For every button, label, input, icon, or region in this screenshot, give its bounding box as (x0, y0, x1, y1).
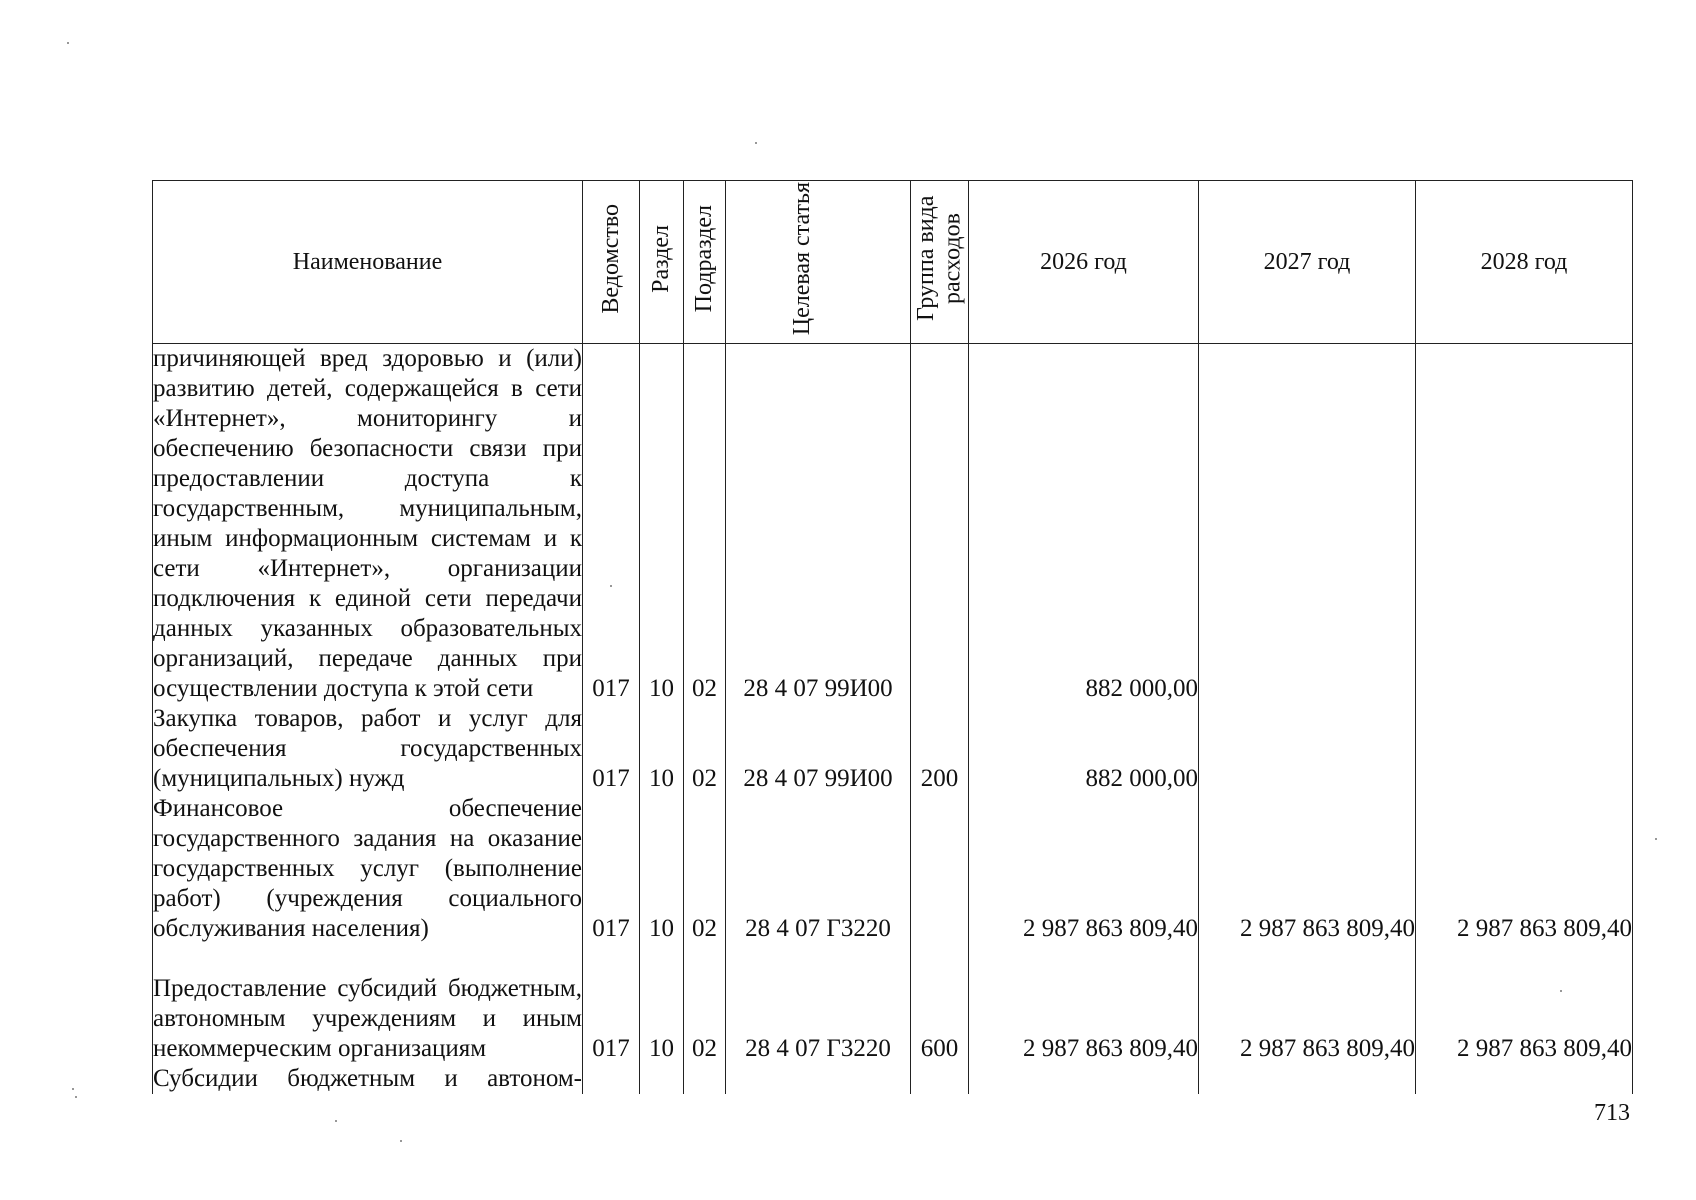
row-razdel: 10 (640, 344, 684, 705)
row-podrazdel: 02 (684, 704, 726, 794)
row-gruppa (911, 344, 969, 705)
row-amount-2027 (1199, 704, 1416, 794)
row-amount-2026 (969, 1064, 1199, 1094)
header-celevaya-statya: Целевая статья (726, 181, 911, 344)
header-podrazdel: Подраздел (684, 181, 726, 344)
row-vedomstvo: 017 (583, 944, 640, 1064)
row-razdel: 10 (640, 704, 684, 794)
table-row (153, 344, 1633, 705)
row-amount-2026: 882 000,00 (969, 704, 1199, 794)
row-amount-2027: 2 987 863 809,40 (1199, 794, 1416, 944)
header-year-2028: 2028 год (1416, 181, 1633, 344)
row-gruppa: 200 (911, 704, 969, 794)
row-amount-2028: 2 987 863 809,40 (1416, 944, 1633, 1064)
row-podrazdel (684, 1064, 726, 1094)
row-amount-2026: 882 000,00 (969, 344, 1199, 705)
header-year-2027: 2027 год (1199, 181, 1416, 344)
row-name: Финансовое обеспечение государственного задания на оказание государственных услуг (выполнение работ) (учреждения социального обслуживания населения) (153, 795, 582, 942)
row-razdel (640, 1064, 684, 1094)
budget-table (152, 180, 1633, 1094)
row-gruppa (911, 794, 969, 944)
row-podrazdel: 02 (684, 944, 726, 1064)
table-row (153, 704, 1633, 794)
row-amount-2027 (1199, 1064, 1416, 1094)
table-header-row (153, 181, 1633, 344)
scan-speck (72, 1088, 74, 1090)
scan-speck (335, 1120, 337, 1122)
scan-speck (67, 42, 69, 44)
scan-speck (1655, 838, 1657, 840)
row-gruppa: 600 (911, 944, 969, 1064)
row-podrazdel: 02 (684, 344, 726, 705)
row-razdel: 10 (640, 944, 684, 1064)
table-row (153, 794, 1633, 944)
row-vedomstvo: 017 (583, 794, 640, 944)
page-number: 713 (1594, 1100, 1630, 1126)
row-razdel: 10 (640, 794, 684, 944)
row-name: Закупка товаров, работ и услуг для обеспечения государственных (муниципальных) нужд (153, 705, 582, 792)
row-celevaya-statya: 28 4 07 99И00 (726, 704, 911, 794)
row-celevaya-statya: 28 4 07 Г3220 (726, 794, 911, 944)
scan-speck (610, 585, 612, 587)
scan-speck (1560, 990, 1562, 992)
row-name: Предоставление субсидий бюджетным, автономным учреждениям и иным некоммерческим организациям (153, 944, 583, 1064)
scan-speck (75, 1096, 77, 1098)
header-vedomstvo: Ведомство (583, 181, 640, 344)
scan-speck (400, 1140, 402, 1142)
row-amount-2028: 2 987 863 809,40 (1416, 794, 1633, 944)
row-amount-2027 (1199, 344, 1416, 705)
row-amount-2026: 2 987 863 809,40 (969, 794, 1199, 944)
table-row (153, 1064, 1633, 1094)
row-vedomstvo: 017 (583, 344, 640, 705)
table-row (153, 944, 1633, 1064)
scan-speck (755, 142, 757, 144)
row-amount-2028 (1416, 1064, 1633, 1094)
row-podrazdel: 02 (684, 794, 726, 944)
header-gruppa-vida-rashodov: Группа вида расходов (911, 181, 969, 344)
row-name: Субсидии бюджетным и автоном- (153, 1065, 582, 1092)
row-celevaya-statya: 28 4 07 99И00 (726, 344, 911, 705)
header-name: Наименование (153, 181, 583, 344)
row-amount-2026: 2 987 863 809,40 (969, 944, 1199, 1064)
row-amount-2028 (1416, 704, 1633, 794)
row-vedomstvo (583, 1064, 640, 1094)
row-celevaya-statya (726, 1064, 911, 1094)
row-gruppa (911, 1064, 969, 1094)
row-vedomstvo: 017 (583, 704, 640, 794)
header-year-2026: 2026 год (969, 181, 1199, 344)
row-amount-2027: 2 987 863 809,40 (1199, 944, 1416, 1064)
row-celevaya-statya: 28 4 07 Г3220 (726, 944, 911, 1064)
header-razdel: Раздел (640, 181, 684, 344)
row-name: причиняющей вред здоровью и (или) развитию детей, содержащейся в сети «Интернет», мониторингу и обеспечению безопасности связи при предоставлении доступа к государственным, муниципальным, иным информационным системам и к сети «Интернет», организации подключения к единой сети передачи данных указанных образовательных организаций, передаче данных при осуществлении доступа к этой сети (153, 345, 582, 702)
row-amount-2028 (1416, 344, 1633, 705)
